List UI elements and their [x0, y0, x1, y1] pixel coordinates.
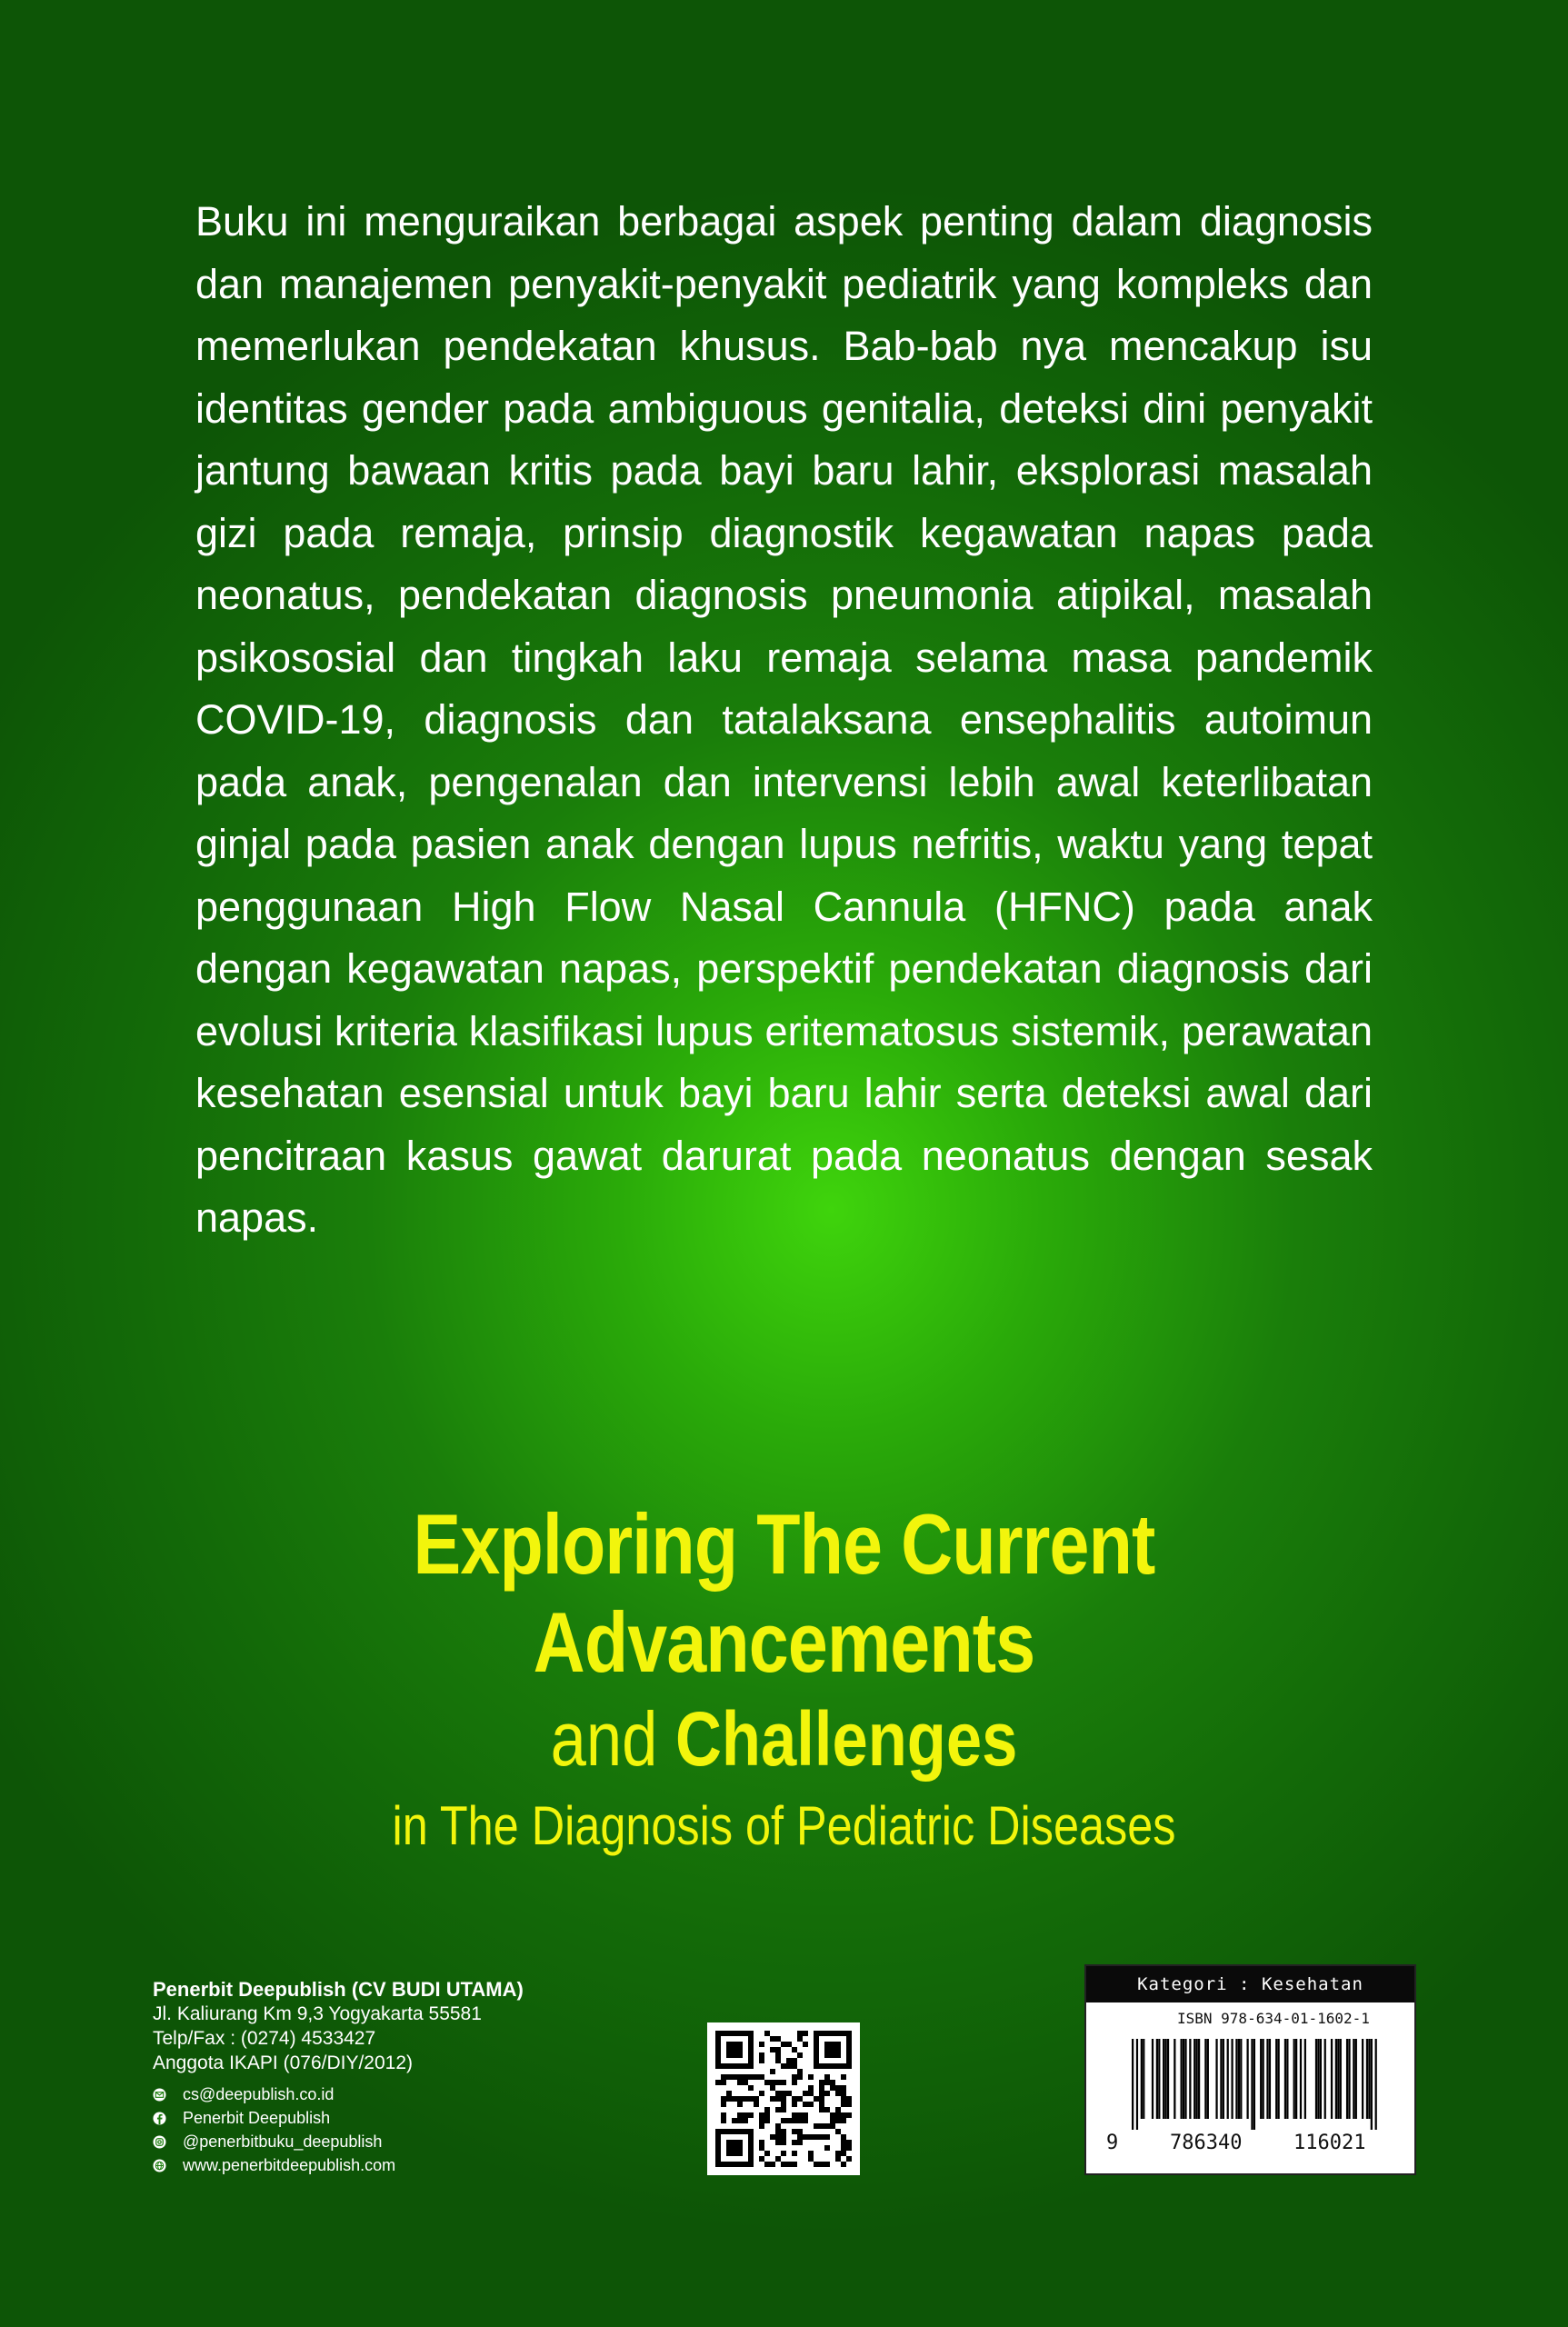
qr-code[interactable] — [707, 2022, 860, 2175]
title-line-1: Exploring The Current — [413, 1496, 1155, 1592]
publisher-address: Jl. Kaliurang Km 9,3 Yogyakarta 55581 — [153, 2003, 482, 2024]
title-line-2: Advancements — [533, 1594, 1035, 1690]
barcode-digits — [1086, 2132, 1414, 2159]
email-icon — [153, 2088, 166, 2102]
publisher-name: Penerbit Deepublish (CV BUDI UTAMA) — [153, 1978, 524, 2001]
book-title — [0, 1495, 1568, 1866]
isbn-barcode-label — [1084, 1964, 1416, 2175]
contact-instagram — [153, 2130, 524, 2153]
barcode-lead-digit: 9 — [1106, 2132, 1119, 2154]
barcode-right-digits: 116021 — [1293, 2132, 1366, 2154]
title-word-challenges: Challenges — [674, 1696, 1018, 1782]
barcode-left-digits: 786340 — [1170, 2132, 1243, 2154]
website-url[interactable]: www.penerbitdeepublish.com — [183, 2155, 396, 2174]
email-address[interactable]: cs@deepublish.co.id — [183, 2084, 335, 2103]
contact-website — [153, 2153, 524, 2177]
category-label: Kategori : Kesehatan — [1086, 1966, 1414, 2002]
instagram-handle[interactable]: @penerbitbuku_deepublish — [183, 2132, 383, 2151]
isbn-number: ISBN 978-634-01-1602-1 — [1177, 2010, 1370, 2027]
publisher-info — [153, 1977, 524, 2177]
publisher-phone: Telp/Fax : (0274) 4533427 — [153, 2028, 376, 2049]
contact-facebook — [153, 2106, 524, 2130]
title-line-3 — [125, 1692, 1443, 1786]
title-word-and: and — [550, 1696, 658, 1782]
barcode-icon — [1132, 2039, 1377, 2130]
contact-email — [153, 2082, 524, 2106]
instagram-icon — [153, 2135, 166, 2149]
contact-list — [153, 2082, 524, 2177]
publisher-membership: Anggota IKAPI (076/DIY/2012) — [153, 2052, 414, 2073]
facebook-name[interactable]: Penerbit Deepublish — [183, 2108, 331, 2127]
book-synopsis: Buku ini menguraikan berbagai aspek penting dalam diagnosis dan manajemen penyakit-penyakit pediatrik yang kompleks dan memerlukan pendekatan khusus. Bab-bab nya mencakup isu identitas gender pada ambiguous genitalia, deteksi dini penyakit jantung bawaan kritis pada bayi baru lahir, eksplorasi masalah gizi pada remaja, prinsip diagnostik kegawatan napas pada neonatus, pendekatan diagnosis pneumonia atipikal, masalah psikososial dan tingkah laku remaja selama masa pandemik COVID-19, diagnosis dan tatalaksana ensephalitis autoimun pada anak, pengenalan dan intervensi lebih awal keterlibatan ginjal pada pasien anak dengan lupus nefritis, waktu yang tepat penggunaan High Flow Nasal Cannula (HFNC) pada anak dengan kegawatan napas, perspektif pendekatan diagnosis dari evolusi kriteria klasifikasi lupus eritematosus sistemik, perawatan kesehatan esensial untuk bayi baru lahir serta deteksi awal dari pencitraan kasus gawat darurat pada neonatus dengan sesak napas. — [195, 198, 1373, 1241]
facebook-icon — [153, 2112, 166, 2125]
globe-icon — [153, 2159, 166, 2172]
subtitle: in The Diagnosis of Pediatric Diseases — [392, 1795, 1176, 1856]
